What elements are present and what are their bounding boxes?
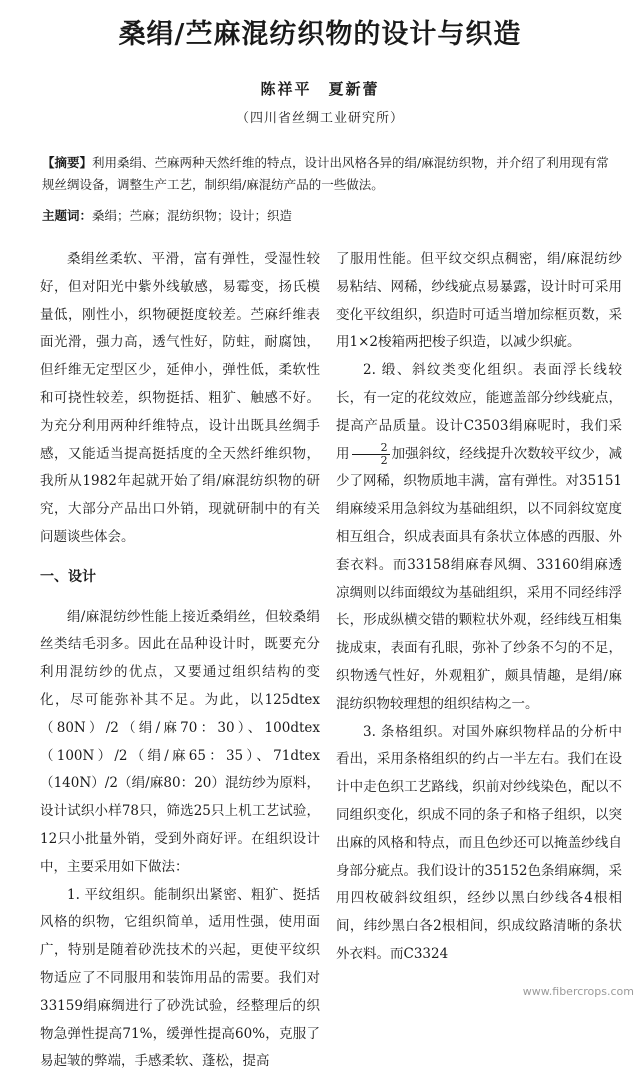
stripe-check-paragraph: 3. 条格组织。对国外麻织物样品的分析中看出，采用条格组织的约占一半左右。我们在设计中走色织工艺路线，织前对纱线染色，配以不同组织变化，织成不同的条子和格子组织，以突出麻的风格和特点，而且色纱还可以掩盖纱线自身部分疵点。我们设计的35152色条绢麻绸，采用四枚破斜纹组织，经纱以黑白纱线各4根相间，纬纱黑白各2根相间，织成纹路清晰的条状外衣料。而C3324 xyxy=(336,723,622,962)
right-column xyxy=(336,246,622,969)
fraction-numerator: 2 xyxy=(352,442,390,455)
keywords xyxy=(42,206,612,226)
keywords-label: 主题词： xyxy=(42,208,93,223)
watermark: www.fibercrops.com xyxy=(522,985,634,998)
twill-paragraph xyxy=(336,357,622,718)
abstract xyxy=(42,152,612,196)
fraction-denominator: 2 xyxy=(380,453,388,467)
twill-text-before: 2. 缎、斜纹类变化组织。表面浮长线较长，有一定的花纹效应，能遮盖部分纱线疵点，提高产品质量。设计C3503绢麻呢时，我们采用 xyxy=(336,362,622,462)
plain-weave-paragraph: 1. 平纹组织。能制织出紧密、粗犷、挺括风格的织物，它组织简单，适用性强，使用面广，特别是随着砂洗技术的兴起，更使平纹织物适应了不同服用和装饰用品的需要。我们对33159绢麻绸进行了砂洗试验，经整理后的织物急弹性提高71%，缓弹性提高60%，克服了易起皱的弊端，手感柔软、蓬松，提高 xyxy=(40,886,320,1070)
paper-title: 桑绢/苎麻混纺织物的设计与织造 xyxy=(118,19,522,50)
left-column xyxy=(40,246,320,1076)
twill-fraction xyxy=(352,442,390,467)
keywords-text: 桑绢；苎麻；混纺织物；设计；织造 xyxy=(92,208,293,223)
twill-text-after: 加强斜纹，经线提升次数较平纹少，减少了网稀，织物质地丰满，富有弹性。对35151绢麻绫采用急斜纹为基础组织，以不同斜纹宽度相互组合，织成表面具有条状立体感的西服、外套衣料。而33158绢麻春风绸、33160绢麻透凉绸则以纬面缎纹为基础组织，采用不同经纬浮长，形成纵横交错的颗粒状外观，经纬线互相集拢成束，表面有孔眼，弥补了纱条不匀的不足，织物透气性好，外观粗犷，颇具情趣，是绢/麻混纺织物较理想的组织结构之一。 xyxy=(336,445,623,712)
design-paragraph: 绢/麻混纺纱性能上接近桑绢丝，但较桑绢丝类结毛羽多。因此在品种设计时，既要充分利用混纺纱的优点，又要通过组织结构的变化，尽可能弥补其不足。为此，以125dtex（80N）/2（绢/麻70：30）、100dtex（100N）/2（绢/麻65：35）、71dtex（140N）/2（绢/麻80：20）混纺纱为原料，设计试织小样78只，筛选25只上机工艺试验，12只小批量外销，受到外商好评。在组织设计中，主要采用如下做法： xyxy=(40,608,320,875)
abstract-label: 【摘要】 xyxy=(42,155,93,170)
continued-paragraph: 了服用性能。但平纹交织点稠密，绢/麻混纺纱易粘结、网稀，纱线疵点易暴露，设计时可采用变化平纹组织，织造时可适当增加综框页数，采用1×2梭箱两把梭子织造，以减少织疵。 xyxy=(336,251,622,351)
section-heading-design: 一、设计 xyxy=(40,568,96,585)
intro-paragraph: 桑绢丝柔软、平滑，富有弹性，受湿性较好，但对阳光中紫外线敏感，易霉变，扬氏模量低，刚性小，织物硬挺度较差。苎麻纤维表面光滑，强力高，透气性好，防蛀，耐腐蚀，但纤维无定型区少，延伸小，弹性低，柔软性和可挠性较差，织物挺括、粗犷、触感不好。为充分利用两种纤维特点，设计出既具丝绸手感，又能适当提高挺括度的全天然纤维织物，我所从1982年起就开始了绢/麻混纺织物的研究，大部分产品出口外销，现就研制中的有关问题谈些体会。 xyxy=(40,251,320,545)
abstract-text: 利用桑绢、苎麻两种天然纤维的特点，设计出风格各异的绢/麻混纺织物，并介绍了利用现有常规丝绸设备，调整生产工艺，制织绢/麻混纺产品的一些做法。 xyxy=(42,155,609,192)
affiliation: （四川省丝绸工业研究所） xyxy=(235,111,404,126)
authors: 陈祥平 夏新蕾 xyxy=(260,80,380,98)
